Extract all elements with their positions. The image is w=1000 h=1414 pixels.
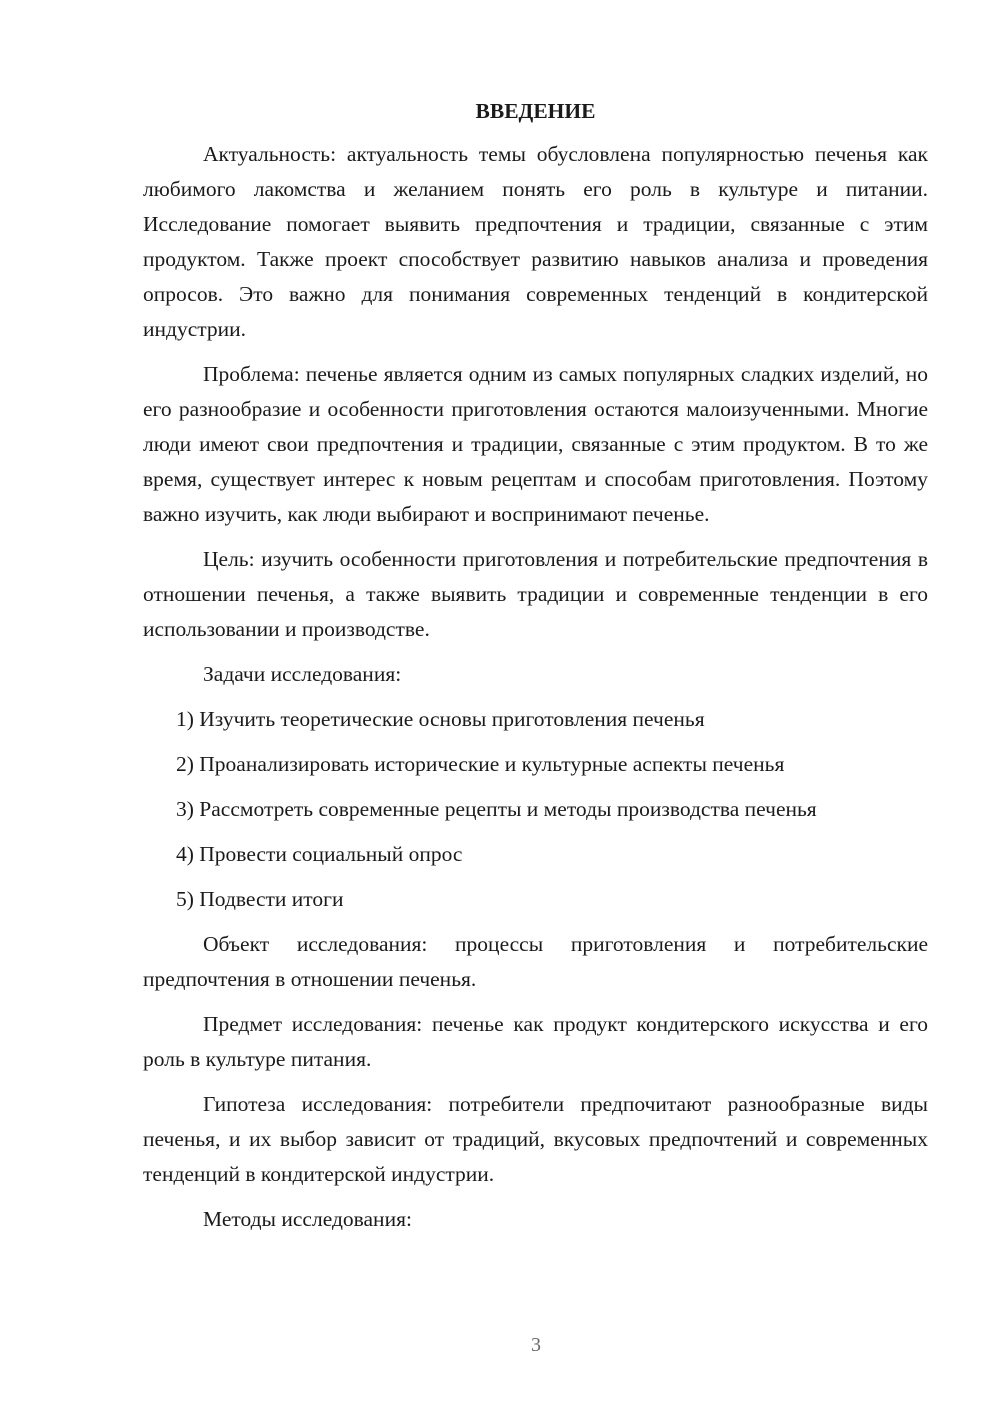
- hypothesis-paragraph: Гипотеза исследования: потребители предпочитают разнообразные виды печенья, и их выбор зависит от традиций, вкусовых предпочтений и современных тенденций в кондитерской индустрии.: [143, 1092, 928, 1186]
- subject-paragraph: Предмет исследования: печенье как продукт кондитерского искусства и его роль в культуре питания.: [143, 1012, 928, 1071]
- list-item: 1) Изучить теоретические основы приготовления печенья: [176, 707, 705, 731]
- document-page: [143, 95, 928, 1247]
- list-item: 5) Подвести итоги: [176, 887, 344, 911]
- relevance-paragraph: Актуальность: актуальность темы обусловлена популярностью печенья как любимого лакомства и желанием понять его роль в культуре и питании. Исследование помогает выявить предпочтения и традиции, связанные с этим продуктом. Также проект способствует развитию навыков анализа и проведения опросов. Это важно для понимания современных тенденций в кондитерской индустрии.: [143, 142, 928, 341]
- goal-paragraph: Цель: изучить особенности приготовления и потребительские предпочтения в отношении печенья, а также выявить традиции и современные тенденции в его использовании и производстве.: [143, 547, 928, 641]
- object-paragraph: Объект исследования: процессы приготовления и потребительские предпочтения в отношении печенья.: [143, 932, 928, 991]
- tasks-list: [143, 702, 928, 917]
- page-number: 3: [531, 1334, 541, 1356]
- list-item: 2) Проанализировать исторические и культурные аспекты печенья: [176, 752, 785, 776]
- methods-heading: Методы исследования:: [203, 1207, 412, 1231]
- list-item: 3) Рассмотреть современные рецепты и методы производства печенья: [176, 797, 817, 821]
- problem-paragraph: Проблема: печенье является одним из самых популярных сладких изделий, но его разнообразие и особенности приготовления остаются малоизученными. Многие люди имеют свои предпочтения и традиции, связанные с этим продуктом. В то же время, существует интерес к новым рецептам и способам приготовления. Поэтому важно изучить, как люди выбирают и воспринимают печенье.: [143, 362, 928, 526]
- section-title: ВВЕДЕНИЕ: [475, 99, 596, 123]
- list-item: 4) Провести социальный опрос: [176, 842, 463, 866]
- tasks-heading: Задачи исследования:: [203, 662, 402, 686]
